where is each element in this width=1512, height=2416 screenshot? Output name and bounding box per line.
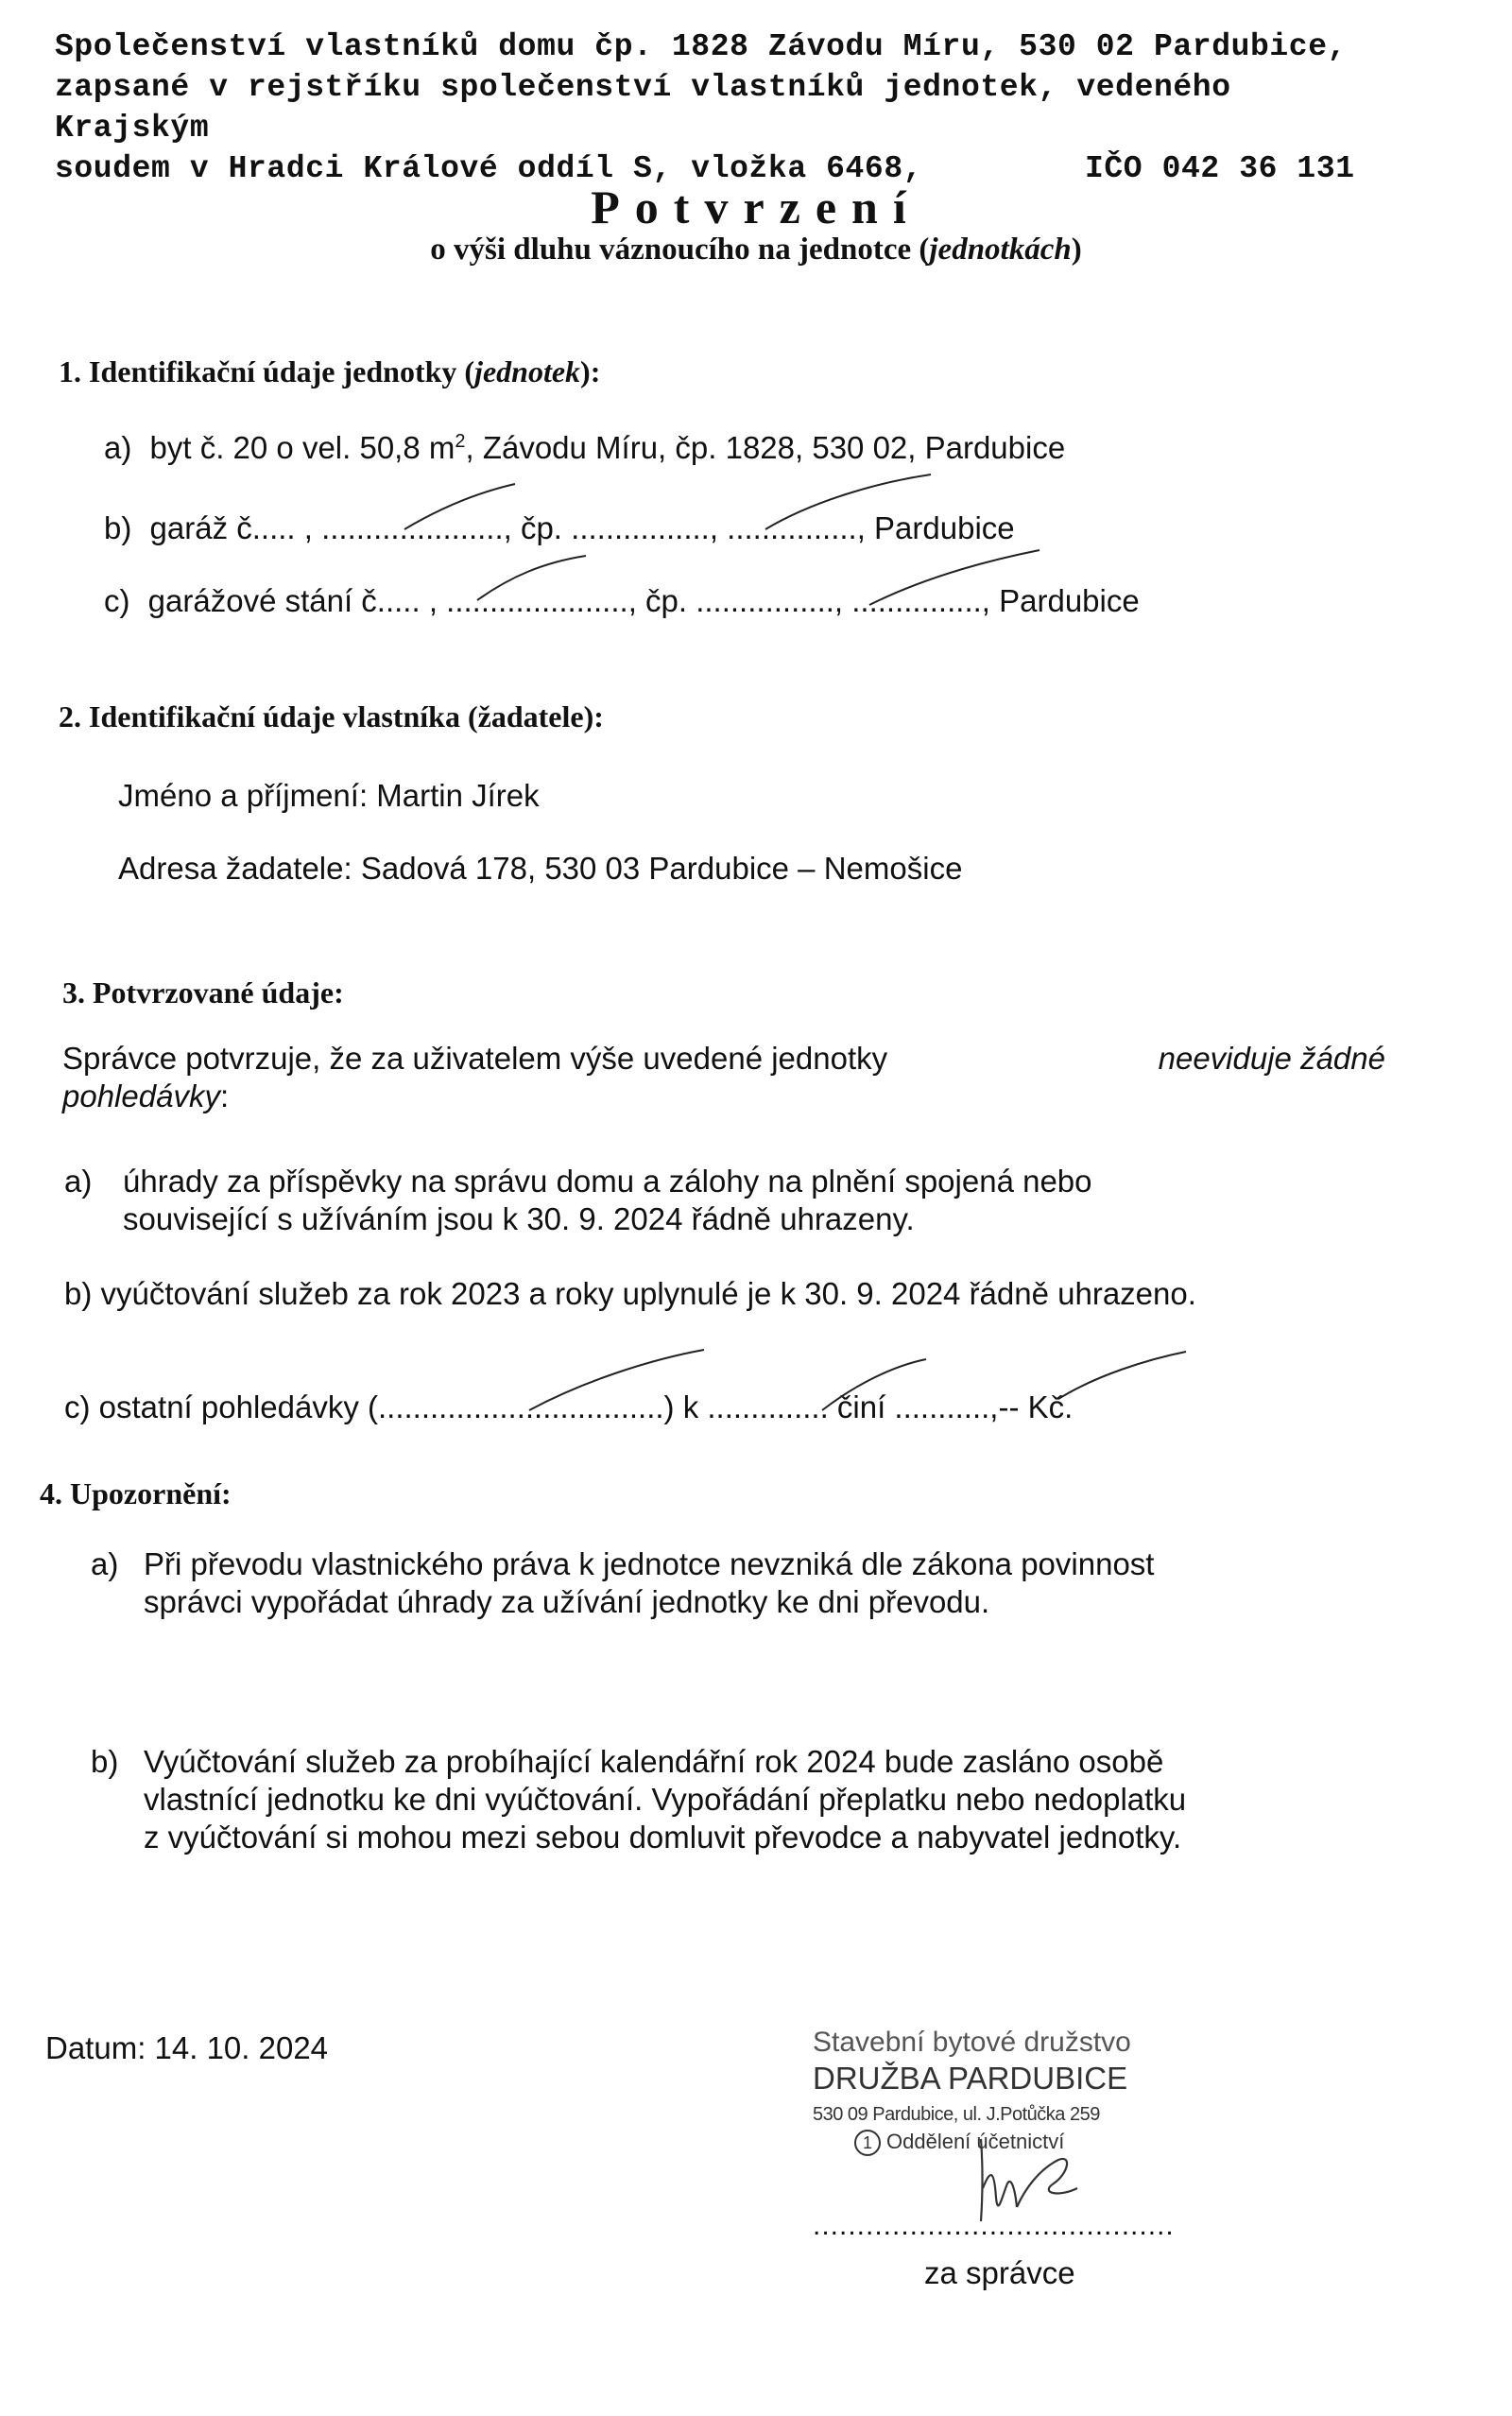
unit-address-text: , Závodu Míru, čp. 1828, 530 02, Pardubice <box>465 430 1066 465</box>
subtitle-italic: jednotkách <box>929 233 1072 267</box>
unit-item-b-text: garáž č..... , ....................., čp. ................, ..............., Pardubice <box>149 510 1015 545</box>
signature-label: za správce <box>924 2255 1075 2290</box>
stamp-number-circle: 1 <box>854 2130 881 2156</box>
confirm-item-a <box>64 1163 1385 1238</box>
owner-name-line: Jméno a příjmení: Martin Jírek <box>118 778 540 813</box>
stamp-line-2: DRUŽBA PARDUBICE <box>813 2061 1128 2096</box>
section-4-heading: 4. Upozornění: <box>40 1476 232 1510</box>
section-3-intro-text: Správce potvrzuje, že za uživatelem výše uvedené jednotky <box>62 1041 888 1076</box>
notice-item-a-marker: a) <box>91 1546 119 1581</box>
pen-strike-c3-2 <box>822 1359 926 1410</box>
subtitle-text: o výši dluhu váznoucího na jednotce ( <box>430 233 930 267</box>
pen-strike-c-1 <box>477 556 586 600</box>
document-title: Potvrzení <box>591 181 921 233</box>
unit-item-c-text: garážové stání č..... , ....................., čp. ................, ..............., Pardubice <box>147 583 1140 618</box>
unit-item-a-marker: a) <box>104 430 132 465</box>
notice-item-b-marker: b) <box>91 1744 119 1779</box>
notice-item-b-text-1: Vyúčtování služeb za probíhající kalendářní rok 2024 bude zasláno osobě <box>144 1744 1164 1779</box>
confirm-item-a-text-1: úhrady za příspěvky na správu domu a zálohy na plnění spojená nebo <box>123 1164 1092 1199</box>
notice-item-b <box>91 1743 1395 1856</box>
confirm-item-a-line-1 <box>123 1163 1385 1200</box>
pen-strike-b-2 <box>765 475 931 529</box>
notice-item-a <box>91 1545 1385 1621</box>
unit-superscript: 2 <box>455 431 466 452</box>
section-3-intro-italic-2: pohledávky <box>62 1079 220 1113</box>
header-line-1: Společenství vlastníků domu čp. 1828 Závodu Míru, 530 02 Pardubice, <box>55 29 1348 64</box>
stamp-line-3: 530 09 Pardubice, ul. J.Potůčka 259 <box>813 2104 1100 2125</box>
section-2-heading: 2. Identifikační údaje vlastníka (žadatele): <box>59 699 604 733</box>
unit-flat-text: byt č. 20 o vel. 50,8 m <box>149 430 455 465</box>
pen-strike-c-2 <box>869 550 1040 605</box>
confirm-item-c: c) ostatní pohledávky (.................................) k .............. činí ...........,-- Kč. <box>64 1389 1074 1424</box>
pen-strike-c3-1 <box>529 1350 704 1410</box>
owner-address-line: Adresa žadatele: Sadová 178, 530 03 Pardubice – Nemošice <box>118 851 963 886</box>
section-3-intro-colon: : <box>219 1079 230 1113</box>
confirm-item-a-text-2: související s užíváním jsou k 30. 9. 2024 řádně uhrazeny. <box>123 1201 915 1236</box>
subtitle-close: ) <box>1071 233 1082 267</box>
confirm-item-b: b) vyúčtování služeb za rok 2023 a roky uplynulé je k 30. 9. 2024 řádně uhrazeno. <box>64 1276 1196 1311</box>
header-line-2: zapsané v rejstříku společenství vlastníků jednotek, vedeného Krajským <box>55 70 1231 146</box>
section-3-heading: 3. Potvrzované údaje: <box>62 975 344 1010</box>
section-1-heading-italic: jednotek <box>474 354 581 388</box>
pen-strike-c3-3 <box>1058 1352 1186 1399</box>
section-1-heading-text: 1. Identifikační údaje jednotky ( <box>59 354 475 388</box>
section-1-heading-close: ): <box>580 354 601 388</box>
document-date: Datum: 14. 10. 2024 <box>45 2030 329 2065</box>
stamp-line-1: Stavební bytové družstvo <box>813 2027 1131 2058</box>
confirm-item-a-marker: a) <box>64 1164 93 1199</box>
pen-strikes-section-3 <box>0 1323 1512 1456</box>
notice-item-b-text-2: vlastnící jednotku ke dni vyúčtování. Vypořádání přeplatku nebo nedoplatku <box>144 1782 1187 1817</box>
unit-item-b-marker: b) <box>104 510 132 545</box>
ico-number: IČO 042 36 131 <box>1085 151 1355 186</box>
header-line-3-left: soudem v Hradci Králové oddíl S, vložka 6468, <box>55 151 923 186</box>
stamp-department: Oddělení účetnictví <box>886 2130 1065 2153</box>
section-3-intro-italic-1: neeviduje žádné <box>1158 1041 1385 1076</box>
notice-item-b-text-3: z vyúčtování si mohou mezi sebou domluvit převodce a nabyvatel jednotky. <box>144 1820 1182 1855</box>
section-3-intro <box>62 1040 1385 1115</box>
section-3-intro-line-2 <box>62 1078 1385 1115</box>
section-3-intro-line-1 <box>62 1040 1385 1078</box>
notice-item-a-text-1: Při převodu vlastnického práva k jednotce nevzniká dle zákona povinnost <box>144 1546 1155 1581</box>
notice-item-a-text-2: správci vypořádat úhrady za užívání jednotky ke dni převodu. <box>144 1584 990 1619</box>
unit-item-c-marker: c) <box>104 583 130 618</box>
pen-strike-b-1 <box>404 484 515 529</box>
pen-strikes-section-1 <box>0 0 1512 662</box>
signature-line: ......................................... <box>813 2210 1175 2241</box>
